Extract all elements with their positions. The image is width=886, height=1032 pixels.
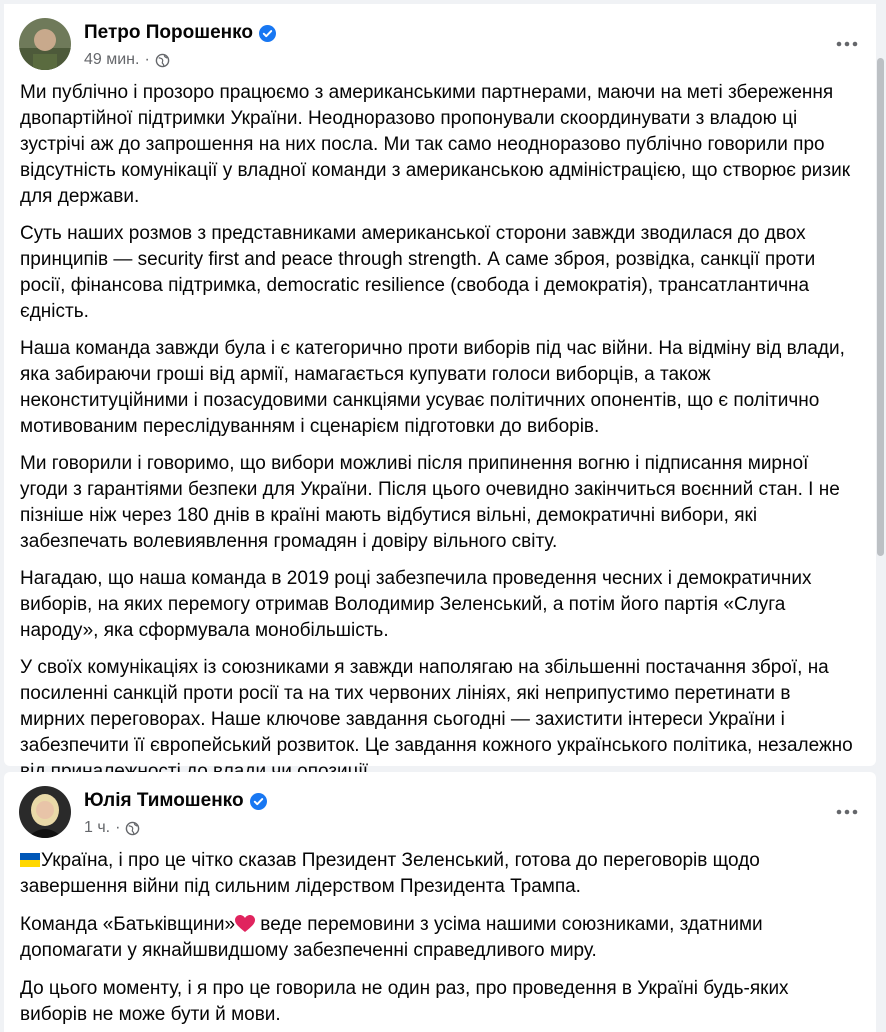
post-timestamp[interactable]: 1 ч. (84, 819, 111, 836)
meta-separator: · (115, 819, 121, 836)
post-paragraph: Ми говорили і говоримо, що вибори можливі після припинення вогню і підписання мирної угоди з гарантіями безпеки для України. Після цього очевидно закінчиться воєнний стан. І не пізніше ніж через 180 днів в країні мають відбутися вільні, демократичні вибори, які забезпечать волевиявлення громадян і довіру вільного світу. (20, 453, 840, 552)
scrollbar[interactable] (877, 58, 884, 556)
post-body (4, 80, 876, 785)
verified-badge-icon (259, 25, 276, 42)
post-header (4, 772, 876, 848)
red-heart-emoji (235, 915, 255, 933)
more-options-icon[interactable] (832, 34, 862, 54)
post-paragraph: До цього моменту, і я про це говорила не один раз, про проведення в Україні будь-яких виборів не може бути й мови. (20, 978, 789, 1025)
post-tymoshenko (4, 772, 876, 1032)
author-name[interactable]: Юлія Тимошенко (84, 790, 244, 811)
author-name[interactable]: Петро Порошенко (84, 22, 253, 43)
post-paragraph: Суть наших розмов з представниками американської сторони завжди зводилася до двох принципів — security first and peace through strength. А саме зброя, розвідка, санкції проти росії, фінансова підтримка, democratic resilience (свобода і демократія), трансатлантична єдність. (20, 223, 816, 322)
meta-separator: · (144, 51, 150, 68)
post-paragraph: Ми публічно і прозоро працюємо з американськими партнерами, маючи на меті збереження двопартійної підтримки України. Неодноразово пропонували скоординувати з владою ці зустрічі аж до запрошення на них посла. Ми так само неодноразово публічно говорили про відсутність комунікації у владної команди з американською адміністрацією, що створює ризик для держави. (20, 82, 851, 207)
paragraph-text: Команда «Батьківщини» (20, 914, 236, 935)
post-paragraph (20, 912, 860, 964)
post-paragraph: У своїх комунікаціях із союзниками я завжди наполягаю на збільшенні постачання зброї, на посиленні санкцій проти росії та на тих червоних лініях, які неприпустимо перетинати в мирних переговорах. Наше ключове завдання сьогодні — захистити інтереси України і забезпечити її європейський розвиток. Це завдання кожного українського політика, незалежно (20, 657, 853, 756)
avatar[interactable] (19, 18, 71, 70)
post-paragraph: Нагадаю, що наша команда в 2019 році забезпечила проведення чесних і демократичних виборів, на яких перемогу отримав Володимир Зеленський, а потім його партія «Слуга народу», яка сформувала монобільшість. (20, 568, 812, 641)
post-paragraph (20, 848, 860, 900)
post-poroshenko (4, 4, 876, 766)
post-paragraph: Наша команда завжди була і є категорично проти виборів під час війни. На відміну від влади, яка забираючи гроші від армії, намагається купувати голоси виборців, а також неконституційними і позасудовими санкціями усуває політичних опонентів, що є політично мотивованим переслідуванням і сценарієм підготовки до виборів. (20, 338, 845, 437)
post-timestamp[interactable]: 49 мин. (84, 51, 140, 68)
more-options-icon[interactable] (832, 802, 862, 822)
globe-icon (155, 53, 170, 68)
globe-icon (125, 821, 140, 836)
avatar[interactable] (19, 786, 71, 838)
ukraine-flag-emoji (20, 849, 40, 863)
post-body (4, 848, 876, 1028)
verified-badge-icon (250, 793, 267, 810)
post-header (4, 4, 876, 80)
paragraph-text: веде перемовини з усіма нашими союзниками, здатними допомагати у якнайшвидшому забезпеченні справедливого миру. (20, 914, 763, 961)
paragraph-text: Україна, і про це чітко сказав Президент Зеленський, готова до переговорів щодо завершення війни під сильним лідерством Президента Трампа. (20, 850, 760, 897)
